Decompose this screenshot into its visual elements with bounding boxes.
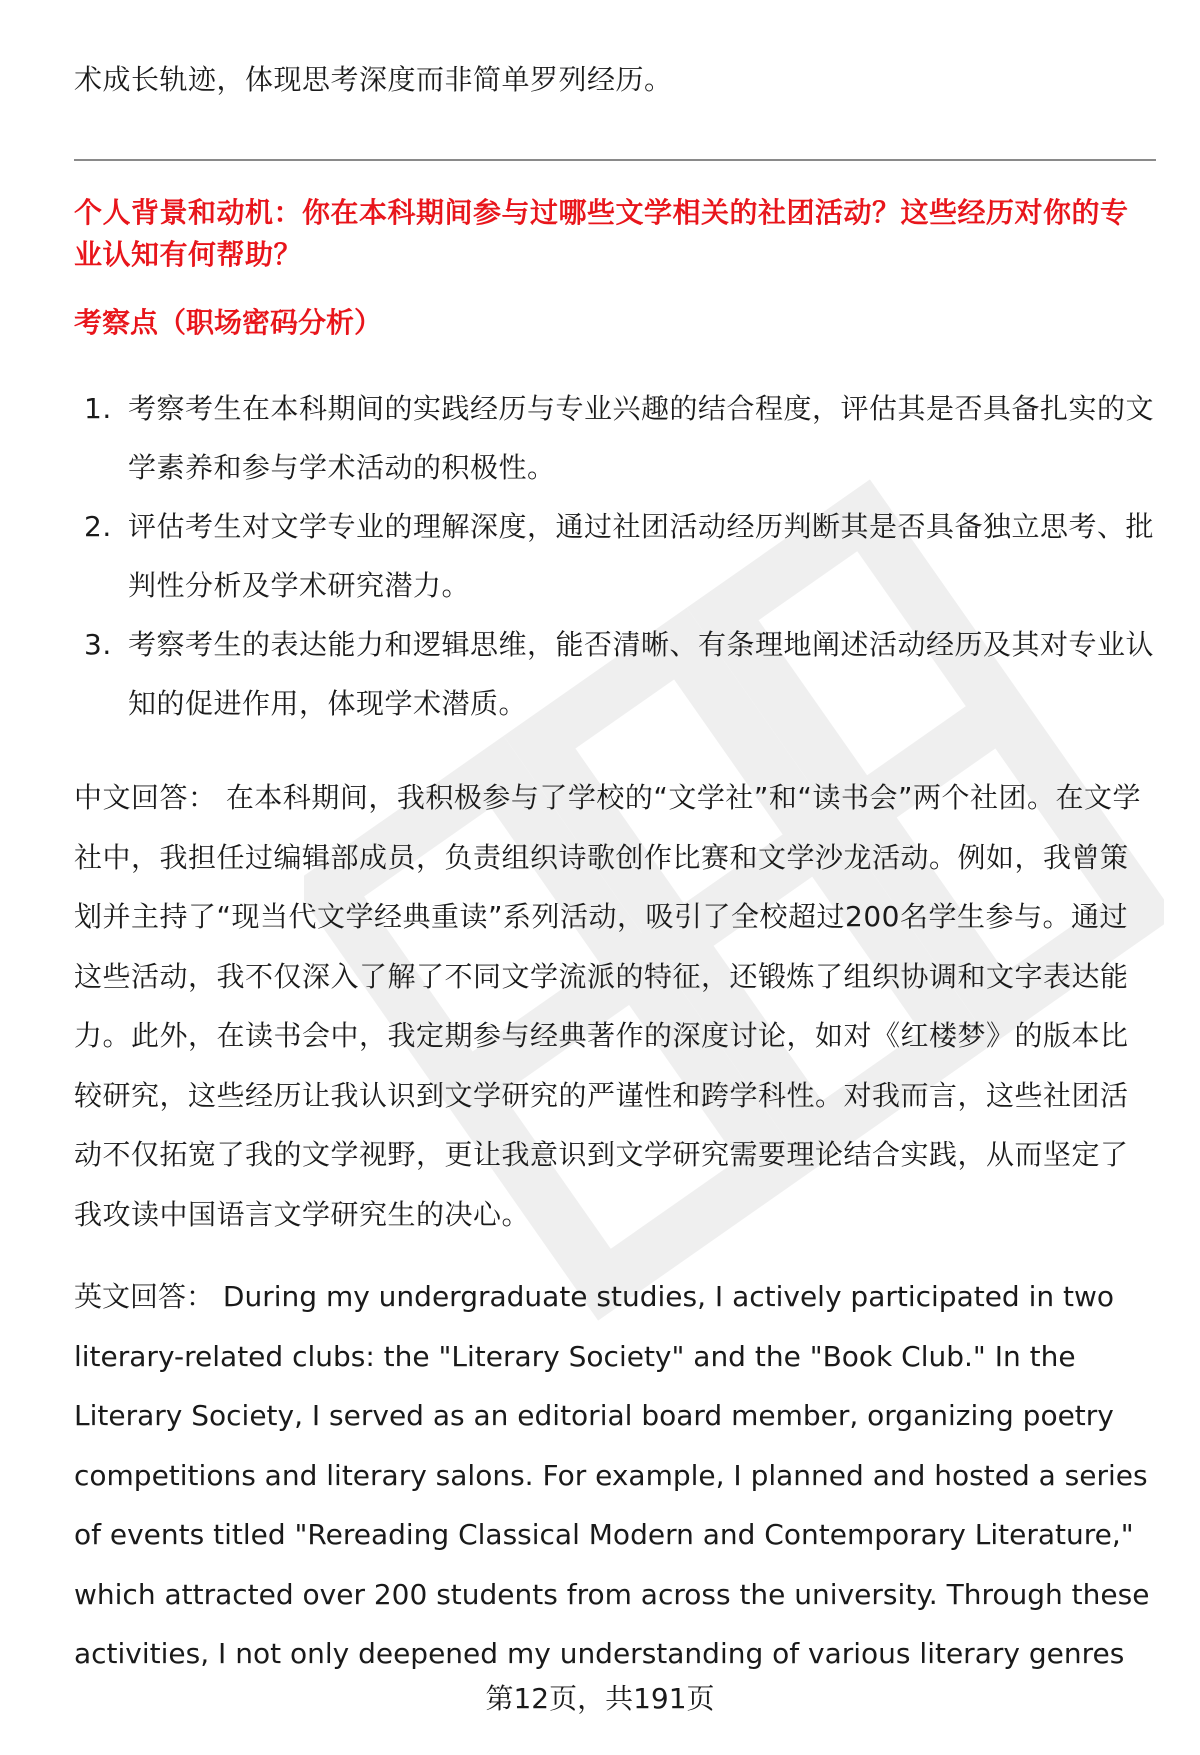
list-item xyxy=(74,615,1156,733)
list-item xyxy=(74,497,1156,615)
list-item-number: 1. xyxy=(84,392,112,425)
continuation-line: 术成长轨迹，体现思考深度而非简单罗列经历。 xyxy=(74,63,673,96)
list-item-number: 2. xyxy=(84,510,112,543)
chinese-answer xyxy=(74,768,1156,1244)
chinese-answer-label: 中文回答： xyxy=(74,781,217,814)
page-number-footer: 第12页，共191页 xyxy=(485,1682,715,1715)
list-item-text: 考察考生的表达能力和逻辑思维，能否清晰、有条理地阐述活动经历及其对专业认知的促进作用，体现学术潜质。 xyxy=(128,628,1155,720)
english-answer-label: 英文回答： xyxy=(74,1280,215,1313)
document-page xyxy=(74,0,1156,1755)
section-title: 考察点（职场密码分析） xyxy=(74,306,383,339)
english-answer xyxy=(74,1267,1156,1684)
list-item xyxy=(74,379,1156,497)
question-heading: 个人背景和动机：你在本科期间参与过哪些文学相关的社团活动？这些经历对你的专业认知有何帮助？ xyxy=(74,196,1129,271)
list-item-text: 考察考生在本科期间的实践经历与专业兴趣的结合程度，评估其是否具备扎实的文学素养和参与学术活动的积极性。 xyxy=(128,392,1155,484)
list-item-number: 3. xyxy=(84,628,112,661)
chinese-answer-text: 在本科期间，我积极参与了学校的“文学社”和“读书会”两个社团。在文学社中，我担任过编辑部成员，负责组织诗歌创作比赛和文学沙龙活动。例如，我曾策划并主持了“现当代文学经典重读”系列活动，吸引了全校超过200名学生参与。通过这些活动，我不仅深入了解了不同文学流派的特征，还锻炼了组织协调和文字表达能力。此外，在读书会中，我定期参与经典著作的深度讨论，如对《红楼梦》的版本比较研究，这些经历让我认识到文学研究的严谨性和跨学科性。对我而言，这些社团活动不仅拓宽了我的文学视野，更让我意识到文学研究需要理论结合实践，从而坚定了我攻读中国语言文学研究生的决心。 xyxy=(74,781,1141,1231)
list-item-text: 评估考生对文学专业的理解深度，通过社团活动经历判断其是否具备独立思考、批判性分析及学术研究潜力。 xyxy=(128,510,1155,602)
english-answer-text: During my undergraduate studies, I actively participated in two literary-related clubs: the "Literary Society" and the "Book Club." In the Literary Society, I served as an editorial board member, organizing poetry competitions and literary salons. For example, I planned and hosted a series of events titled "Rereading Classical Modern and Contemporary Literature," which attracted over 200 students from across the university. Through these activities, I not only deepened my understanding of various literary genres xyxy=(74,1280,1150,1670)
evaluation-points-list xyxy=(74,379,1156,733)
section-divider xyxy=(74,159,1156,161)
